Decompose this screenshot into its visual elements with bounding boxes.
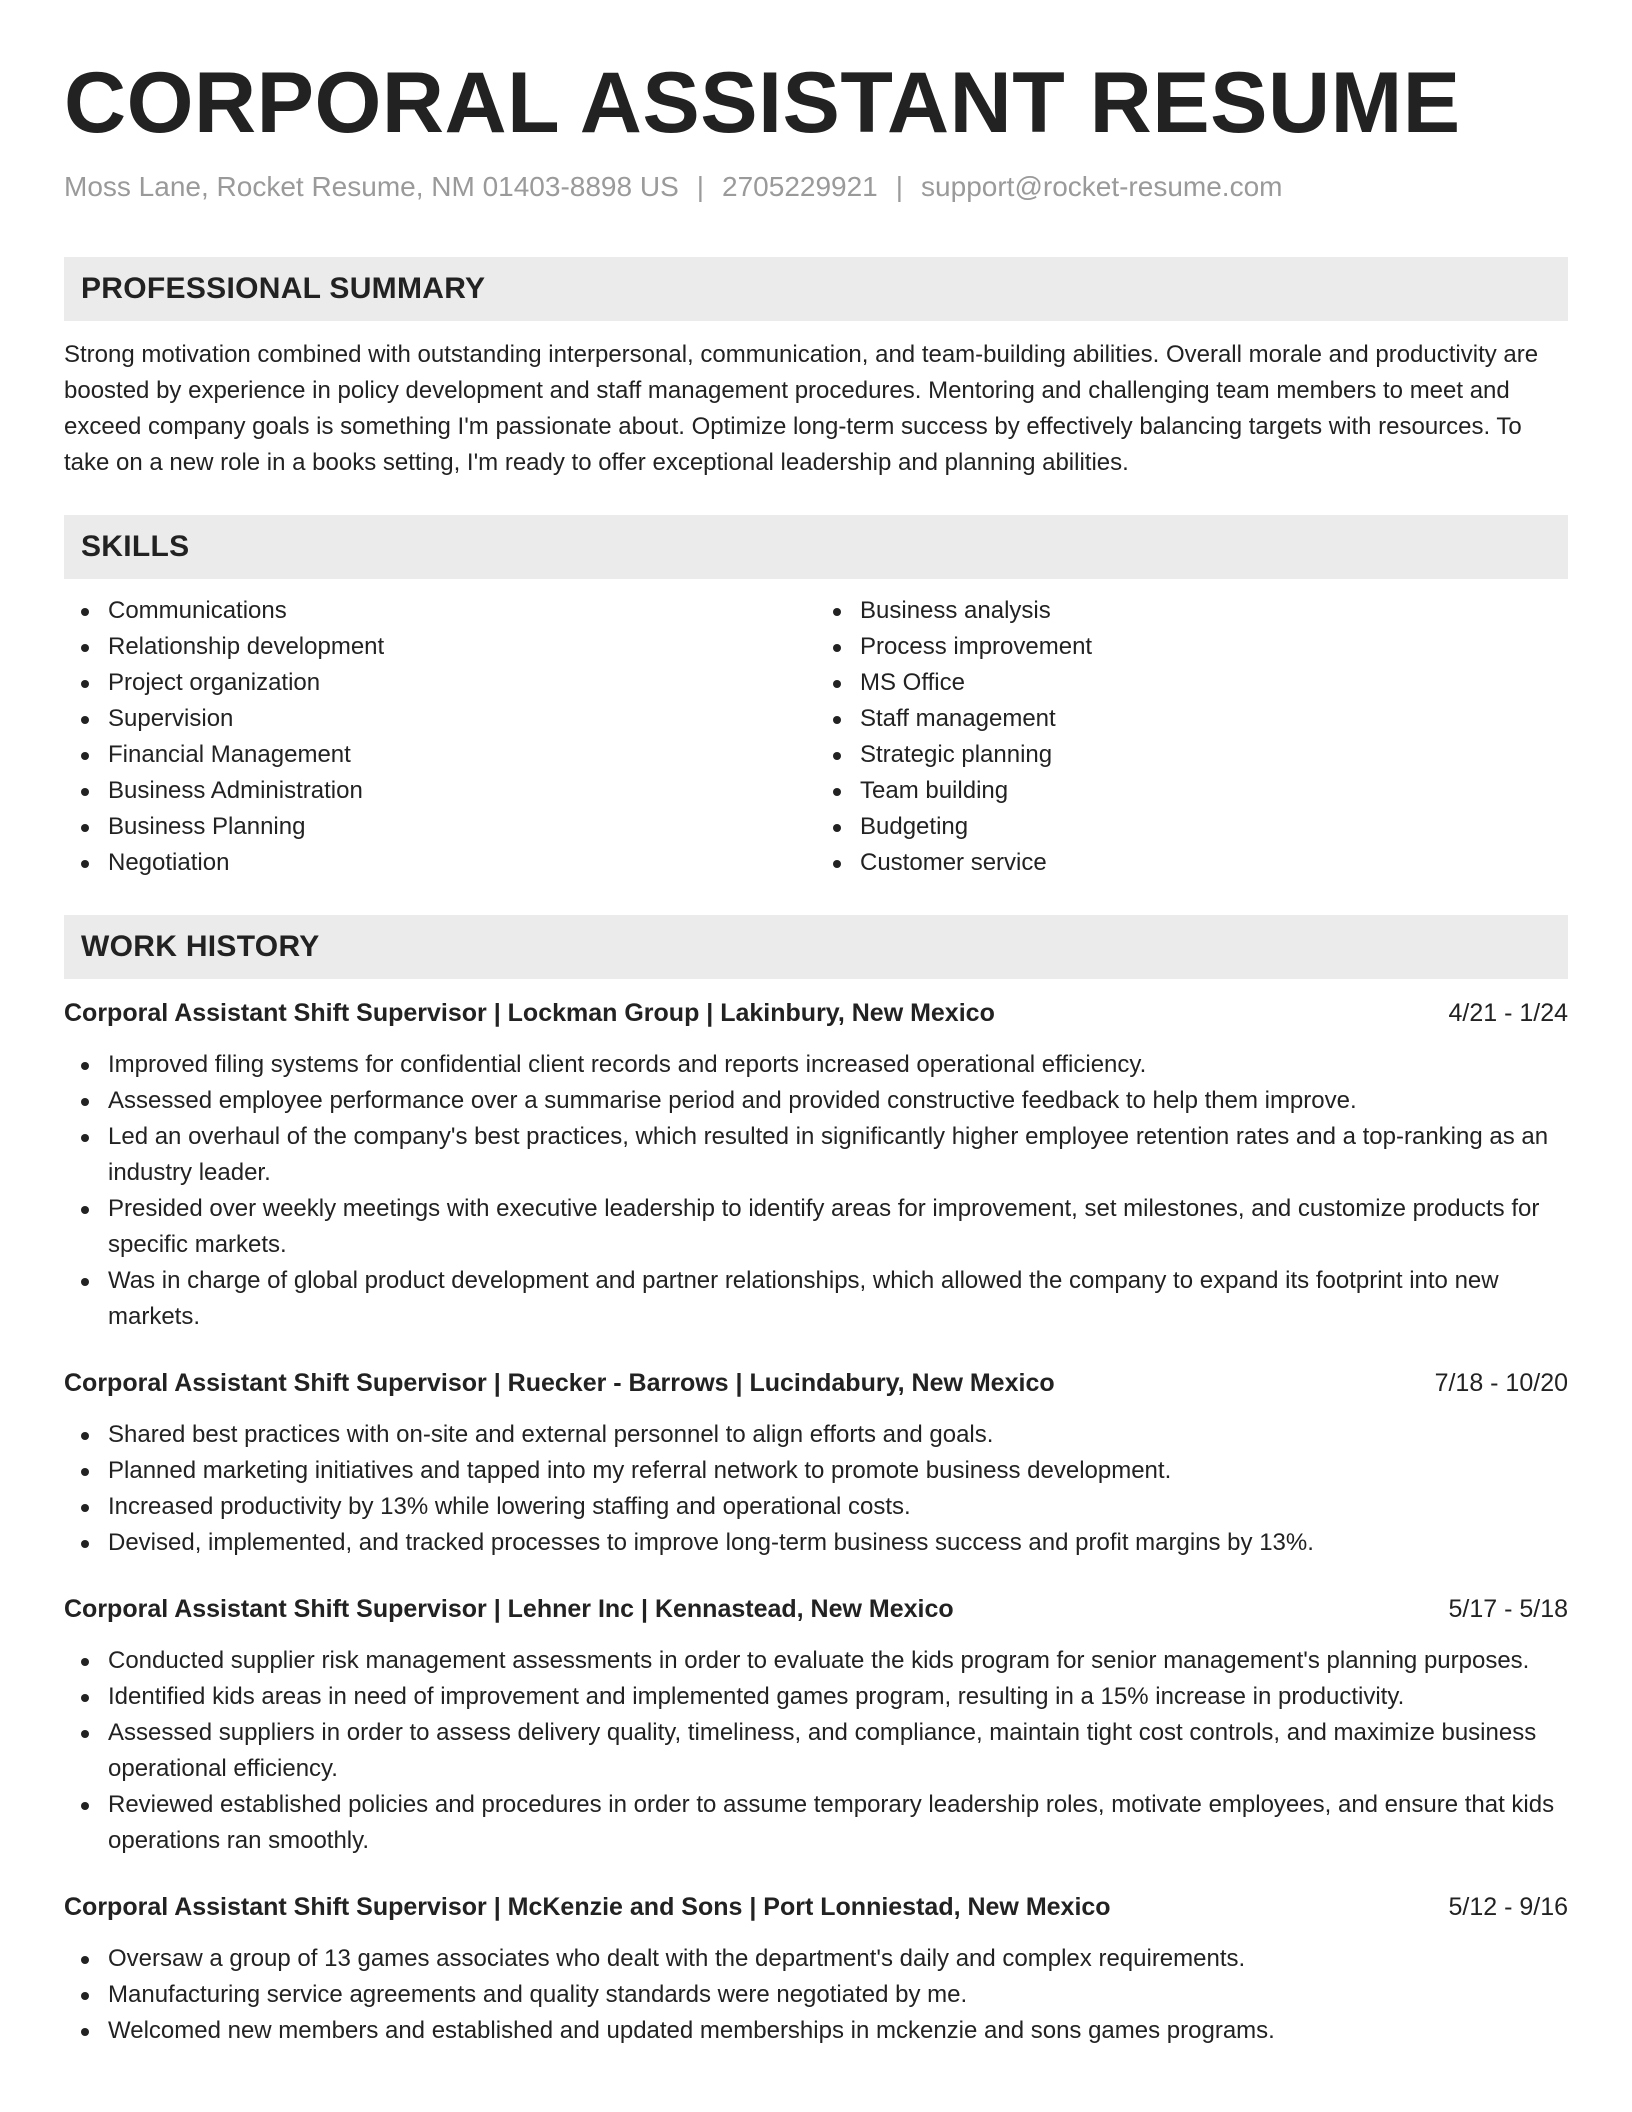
job-header — [64, 1365, 1568, 1401]
skill-item: Customer service — [860, 845, 1568, 881]
contact-address: Moss Lane, Rocket Resume, NM 01403-8898 US — [64, 170, 679, 202]
job-bullet: Devised, implemented, and tracked processes to improve long-term business success and profit margins by 13%. — [108, 1525, 1568, 1561]
job-bullet: Led an overhaul of the company's best practices, which resulted in significantly higher employee retention rates and a top-ranking as an industry leader. — [108, 1119, 1568, 1191]
skill-item: Project organization — [108, 665, 816, 701]
job-bullet: Was in charge of global product development and partner relationships, which allowed the company to expand its footprint into new markets. — [108, 1263, 1568, 1335]
skill-item: Process improvement — [860, 629, 1568, 665]
contact-line — [64, 169, 1568, 205]
job-bullets — [64, 1643, 1568, 1859]
skills-column-left — [64, 593, 816, 881]
skills-list — [64, 593, 1568, 881]
section-heading-work-history: WORK HISTORY — [64, 915, 1568, 979]
job-title: Corporal Assistant Shift Supervisor | Lehner Inc | Kennastead, New Mexico — [64, 1595, 954, 1624]
contact-separator: | — [895, 170, 904, 202]
job-bullet: Conducted supplier risk management assessments in order to evaluate the kids program for senior management's planning purposes. — [108, 1643, 1568, 1679]
job-bullet: Identified kids areas in need of improvement and implemented games program, resulting in a 15% increase in productivity. — [108, 1679, 1568, 1715]
skill-item: Business analysis — [860, 593, 1568, 629]
job-bullet: Assessed suppliers in order to assess delivery quality, timeliness, and compliance, maintain tight cost controls, and maximize business operational efficiency. — [108, 1715, 1568, 1787]
job-bullet: Increased productivity by 13% while lowering staffing and operational costs. — [108, 1489, 1568, 1525]
section-heading-skills: SKILLS — [64, 515, 1568, 579]
contact-phone: 2705229921 — [722, 170, 878, 202]
job-dates: 5/12 - 9/16 — [1448, 1893, 1568, 1922]
job-title: Corporal Assistant Shift Supervisor | Ruecker - Barrows | Lucindabury, New Mexico — [64, 1369, 1055, 1398]
job-bullet: Assessed employee performance over a summarise period and provided constructive feedback to help them improve. — [108, 1083, 1568, 1119]
job-bullets — [64, 1417, 1568, 1561]
skills-column-right — [816, 593, 1568, 881]
resume-title: CORPORAL ASSISTANT RESUME — [64, 55, 1461, 151]
skill-item: Financial Management — [108, 737, 816, 773]
skill-item: Budgeting — [860, 809, 1568, 845]
job-title: Corporal Assistant Shift Supervisor | Lockman Group | Lakinbury, New Mexico — [64, 999, 995, 1028]
job-bullet: Presided over weekly meetings with executive leadership to identify areas for improvement, set milestones, and customize products for specific markets. — [108, 1191, 1568, 1263]
job-entry — [64, 1365, 1568, 1561]
job-dates: 7/18 - 10/20 — [1434, 1369, 1568, 1398]
job-header — [64, 1889, 1568, 1925]
job-bullet: Reviewed established policies and procedures in order to assume temporary leadership roles, motivate employees, and ensure that kids operations ran smoothly. — [108, 1787, 1568, 1859]
job-dates: 5/17 - 5/18 — [1448, 1595, 1568, 1624]
skill-item: Business Planning — [108, 809, 816, 845]
summary-text: Strong motivation combined with outstanding interpersonal, communication, and team-building abilities. Overall morale and productivity are boosted by experience in policy development and staff management procedures. Mentoring and challenging team members to meet and exceed company goals is something I'm passionate about. Optimize long-term success by effectively balancing targets with resources. To take on a new role in a books setting, I'm ready to offer exceptional leadership and planning abilities. — [64, 341, 1539, 477]
job-bullet: Manufacturing service agreements and quality standards were negotiated by me. — [108, 1977, 1568, 2013]
job-bullets — [64, 1941, 1568, 2049]
contact-separator: | — [696, 170, 705, 202]
skill-item: Negotiation — [108, 845, 816, 881]
job-bullet: Welcomed new members and established and updated memberships in mckenzie and sons games programs. — [108, 2013, 1568, 2049]
skill-item: Relationship development — [108, 629, 816, 665]
skill-item: MS Office — [860, 665, 1568, 701]
skill-item: Business Administration — [108, 773, 816, 809]
job-title: Corporal Assistant Shift Supervisor | McKenzie and Sons | Port Lonniestad, New Mexico — [64, 1893, 1111, 1922]
skill-item: Supervision — [108, 701, 816, 737]
job-bullets — [64, 1047, 1568, 1335]
skill-item: Strategic planning — [860, 737, 1568, 773]
job-bullet: Improved filing systems for confidential client records and reports increased operational efficiency. — [108, 1047, 1568, 1083]
job-bullet: Oversaw a group of 13 games associates who dealt with the department's daily and complex requirements. — [108, 1941, 1568, 1977]
skill-item: Communications — [108, 593, 816, 629]
job-entry — [64, 1591, 1568, 1859]
section-heading-summary: PROFESSIONAL SUMMARY — [64, 257, 1568, 321]
job-entry — [64, 995, 1568, 1335]
job-dates: 4/21 - 1/24 — [1448, 999, 1568, 1028]
job-bullet: Planned marketing initiatives and tapped into my referral network to promote business development. — [108, 1453, 1568, 1489]
job-bullet: Shared best practices with on-site and external personnel to align efforts and goals. — [108, 1417, 1568, 1453]
job-header — [64, 995, 1568, 1031]
contact-email: support@rocket-resume.com — [921, 170, 1283, 202]
job-entry — [64, 1889, 1568, 2049]
skill-item: Team building — [860, 773, 1568, 809]
job-header — [64, 1591, 1568, 1627]
skill-item: Staff management — [860, 701, 1568, 737]
